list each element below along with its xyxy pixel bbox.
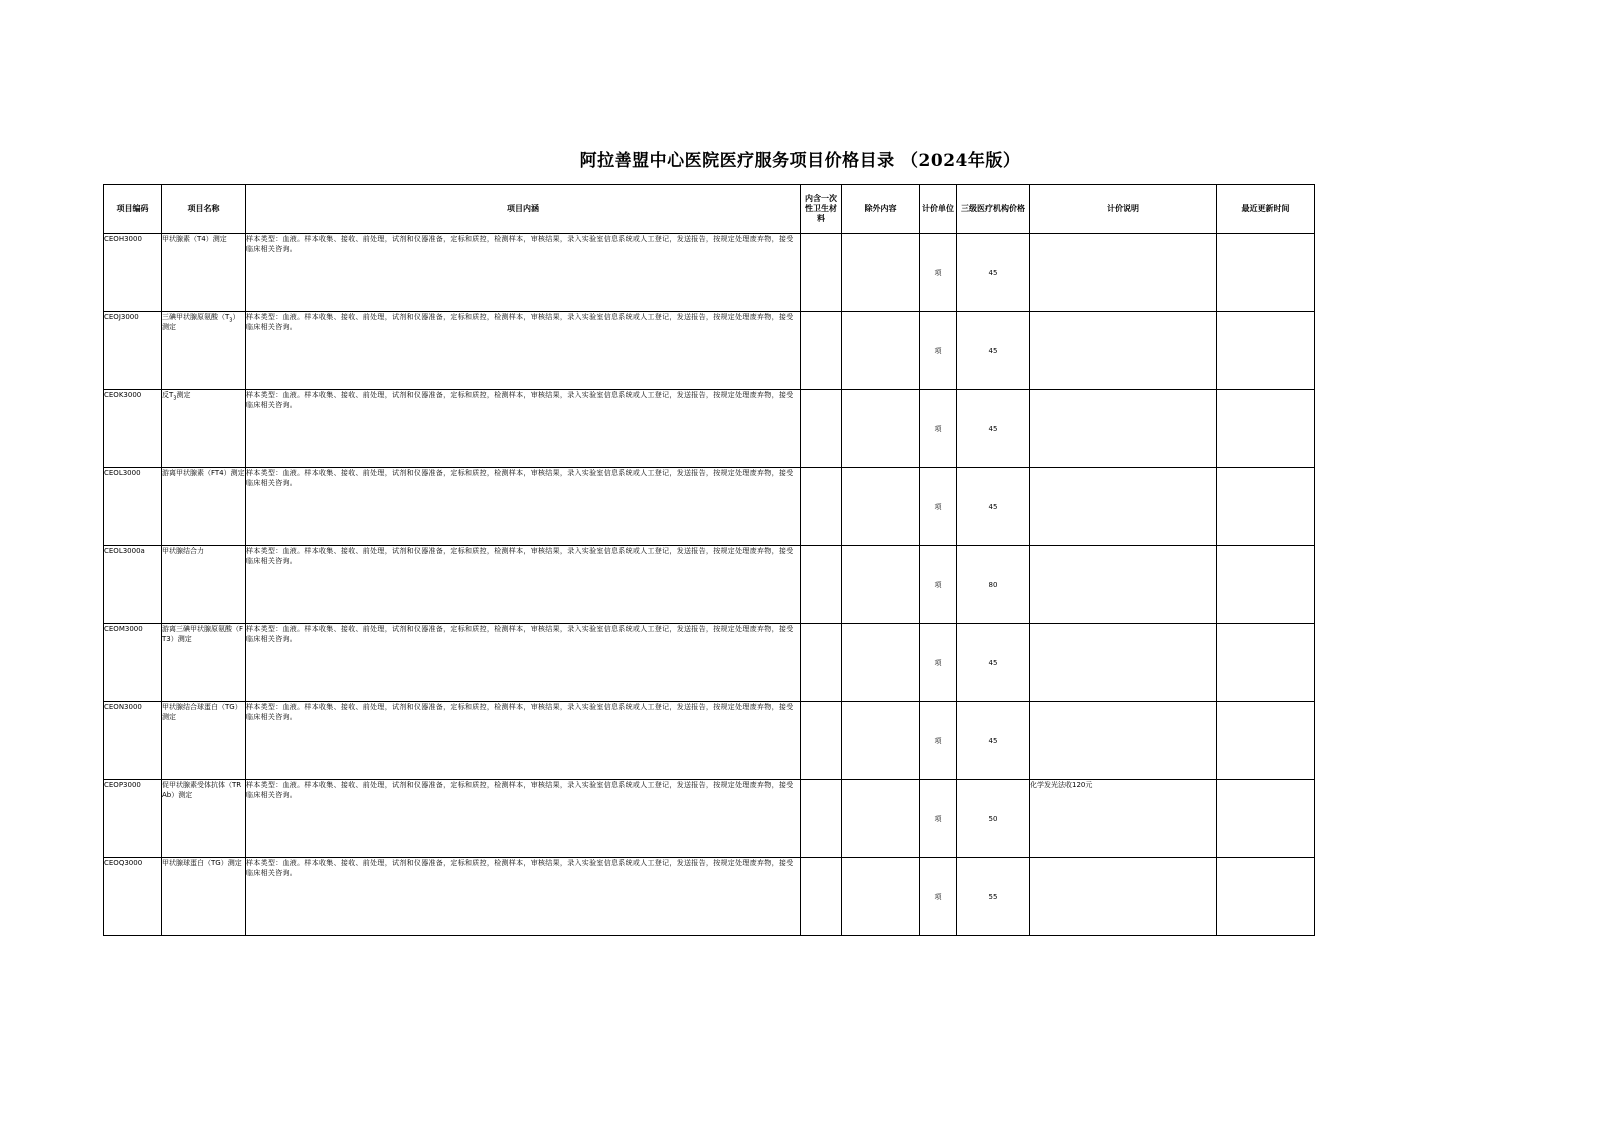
cell-consumables <box>801 858 842 936</box>
cell-content: 样本类型：血液。样本收集、接收、前处理，试剂和仪器准备，定标和质控，检测样本，审核结果，录入实验室信息系统或人工登记，发送报告，按规定处理废弃物，接受临床相关咨询。 <box>246 468 801 546</box>
header-code: 项目编码 <box>104 185 162 234</box>
cell-code: CEOH3000 <box>104 234 162 312</box>
header-exclusions: 除外内容 <box>842 185 920 234</box>
cell-name: 甲状腺结合球蛋白（TG）测定 <box>162 702 246 780</box>
cell-unit: 项 <box>920 468 957 546</box>
cell-exclusions <box>842 312 920 390</box>
cell-consumables <box>801 468 842 546</box>
cell-content: 样本类型：血液。样本收集、接收、前处理，试剂和仪器准备，定标和质控，检测样本，审核结果，录入实验室信息系统或人工登记，发送报告，按规定处理废弃物，接受临床相关咨询。 <box>246 858 801 936</box>
cell-code: CEOL3000 <box>104 468 162 546</box>
header-content: 项目内涵 <box>246 185 801 234</box>
cell-exclusions <box>842 702 920 780</box>
cell-unit: 项 <box>920 312 957 390</box>
cell-consumables <box>801 546 842 624</box>
table-header-row <box>104 185 1315 234</box>
cell-price: 45 <box>957 234 1030 312</box>
header-price: 三级医疗机构价格 <box>957 185 1030 234</box>
cell-unit: 项 <box>920 780 957 858</box>
cell-name: 甲状腺素（T4）测定 <box>162 234 246 312</box>
cell-pricing-note <box>1030 624 1217 702</box>
table-row <box>104 858 1315 936</box>
cell-pricing-note <box>1030 390 1217 468</box>
cell-name-text-end: 测定 <box>176 391 191 399</box>
header-consumables: 内含一次性卫生材料 <box>801 185 842 234</box>
cell-pricing-note <box>1030 468 1217 546</box>
table-row <box>104 624 1315 702</box>
cell-consumables <box>801 624 842 702</box>
cell-unit: 项 <box>920 546 957 624</box>
header-unit: 计价单位 <box>920 185 957 234</box>
cell-updated <box>1217 390 1315 468</box>
header-pricing-note: 计价说明 <box>1030 185 1217 234</box>
cell-name <box>162 312 246 390</box>
cell-name-text-end: ）测定 <box>162 313 240 331</box>
cell-content: 样本类型：血液。样本收集、接收、前处理，试剂和仪器准备，定标和质控，检测样本，审核结果，录入实验室信息系统或人工登记，发送报告，按规定处理废弃物，接受临床相关咨询。 <box>246 780 801 858</box>
cell-exclusions <box>842 390 920 468</box>
cell-updated <box>1217 546 1315 624</box>
cell-name-text: 反T <box>162 391 174 399</box>
cell-name <box>162 390 246 468</box>
cell-name: 甲状腺结合力 <box>162 546 246 624</box>
cell-code: CEOL3000a <box>104 546 162 624</box>
cell-price: 45 <box>957 624 1030 702</box>
cell-updated <box>1217 702 1315 780</box>
cell-price: 55 <box>957 858 1030 936</box>
cell-pricing-note <box>1030 546 1217 624</box>
table-row <box>104 312 1315 390</box>
cell-price: 45 <box>957 702 1030 780</box>
cell-name: 甲状腺球蛋白（TG）测定 <box>162 858 246 936</box>
cell-pricing-note <box>1030 702 1217 780</box>
cell-pricing-note <box>1030 234 1217 312</box>
cell-pricing-note <box>1030 858 1217 936</box>
cell-price: 45 <box>957 468 1030 546</box>
cell-updated <box>1217 624 1315 702</box>
cell-updated <box>1217 780 1315 858</box>
cell-exclusions <box>842 468 920 546</box>
cell-exclusions <box>842 858 920 936</box>
cell-name: 游离三碘甲状腺原氨酸（FT3）测定 <box>162 624 246 702</box>
header-name: 项目名称 <box>162 185 246 234</box>
cell-code: CEOK3000 <box>104 390 162 468</box>
cell-unit: 项 <box>920 858 957 936</box>
cell-name-text: 三碘甲状腺原氨酸（T <box>162 313 230 321</box>
cell-updated <box>1217 234 1315 312</box>
cell-code: CEOQ3000 <box>104 858 162 936</box>
cell-code: CEOP3000 <box>104 780 162 858</box>
cell-pricing-note <box>1030 312 1217 390</box>
cell-consumables <box>801 390 842 468</box>
cell-exclusions <box>842 546 920 624</box>
cell-content: 样本类型：血液。样本收集、接收、前处理，试剂和仪器准备，定标和质控，检测样本，审核结果，录入实验室信息系统或人工登记，发送报告，按规定处理废弃物，接受临床相关咨询。 <box>246 312 801 390</box>
document-title: 阿拉善盟中心医院医疗服务项目价格目录 （2024年版） <box>579 151 1021 171</box>
table-row <box>104 468 1315 546</box>
cell-code: CEOJ3000 <box>104 312 162 390</box>
cell-name: 促甲状腺素受体抗体（TRAb）测定 <box>162 780 246 858</box>
cell-updated <box>1217 312 1315 390</box>
cell-updated <box>1217 858 1315 936</box>
header-updated: 最近更新时间 <box>1217 185 1315 234</box>
cell-consumables <box>801 234 842 312</box>
cell-price: 50 <box>957 780 1030 858</box>
cell-price: 45 <box>957 390 1030 468</box>
cell-content: 样本类型：血液。样本收集、接收、前处理，试剂和仪器准备，定标和质控，检测样本，审核结果，录入实验室信息系统或人工登记，发送报告，按规定处理废弃物，接受临床相关咨询。 <box>246 624 801 702</box>
table-row <box>104 702 1315 780</box>
table-row <box>104 390 1315 468</box>
cell-updated <box>1217 468 1315 546</box>
cell-consumables <box>801 780 842 858</box>
cell-consumables <box>801 702 842 780</box>
cell-unit: 项 <box>920 234 957 312</box>
table-row <box>104 546 1315 624</box>
cell-content: 样本类型：血液。样本收集、接收、前处理，试剂和仪器准备，定标和质控，检测样本，审核结果，录入实验室信息系统或人工登记，发送报告，按规定处理废弃物，接受临床相关咨询。 <box>246 390 801 468</box>
cell-name-subscript: 3 <box>173 395 177 402</box>
cell-price: 45 <box>957 312 1030 390</box>
cell-exclusions <box>842 624 920 702</box>
cell-exclusions <box>842 234 920 312</box>
cell-exclusions <box>842 780 920 858</box>
price-table <box>103 184 1315 936</box>
table-row <box>104 780 1315 858</box>
cell-name: 游离甲状腺素（FT4）测定 <box>162 468 246 546</box>
cell-consumables <box>801 312 842 390</box>
cell-content: 样本类型：血液。样本收集、接收、前处理，试剂和仪器准备，定标和质控，检测样本，审核结果，录入实验室信息系统或人工登记，发送报告，按规定处理废弃物，接受临床相关咨询。 <box>246 546 801 624</box>
cell-unit: 项 <box>920 702 957 780</box>
cell-name-subscript: 3 <box>229 317 233 324</box>
cell-code: CEON3000 <box>104 702 162 780</box>
cell-content: 样本类型：血液。样本收集、接收、前处理，试剂和仪器准备，定标和质控，检测样本，审核结果，录入实验室信息系统或人工登记，发送报告，按规定处理废弃物，接受临床相关咨询。 <box>246 234 801 312</box>
cell-unit: 项 <box>920 624 957 702</box>
cell-pricing-note: 化学发光法收120元 <box>1030 780 1217 858</box>
cell-price: 80 <box>957 546 1030 624</box>
cell-code: CEOM3000 <box>104 624 162 702</box>
cell-unit: 项 <box>920 390 957 468</box>
table-row <box>104 234 1315 312</box>
cell-content: 样本类型：血液。样本收集、接收、前处理，试剂和仪器准备，定标和质控，检测样本，审核结果，录入实验室信息系统或人工登记，发送报告，按规定处理废弃物，接受临床相关咨询。 <box>246 702 801 780</box>
